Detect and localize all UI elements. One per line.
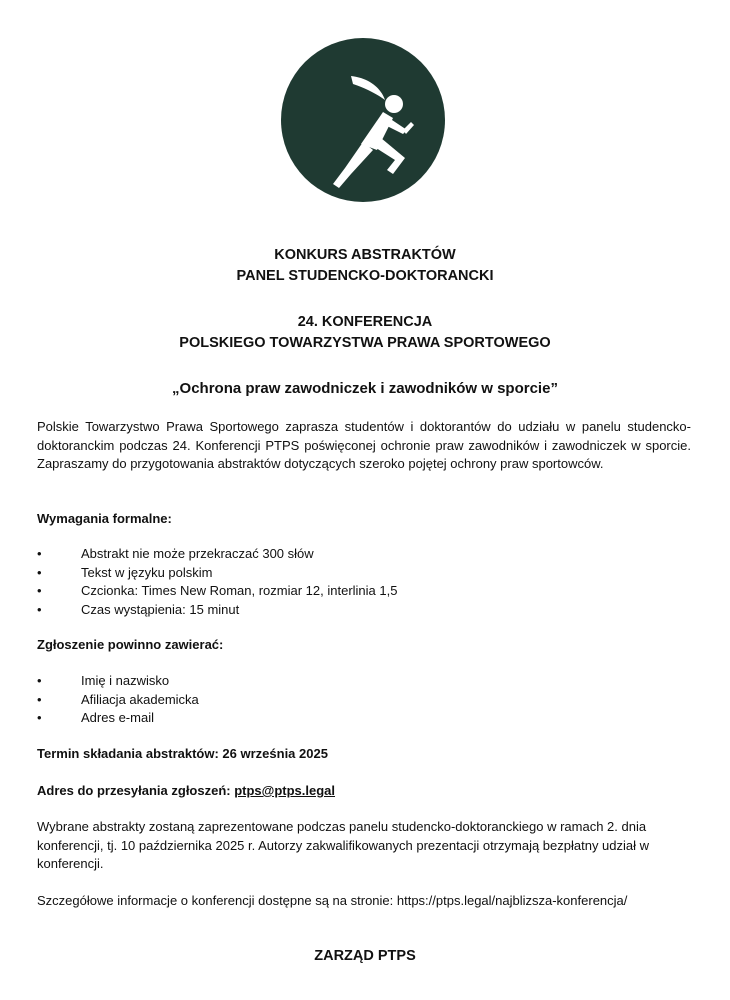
ptps-logo — [281, 38, 445, 202]
abstracts-paragraph: Wybrane abstrakty zostaną zaprezentowane podczas panelu studencko-doktoranckiego w ramach 2. dnia konferencji, tj. 10 października 2025 r. Autorzy zakwalifikowanych prezentacji otrzymają bezpłatny udział w konferencji. — [37, 819, 650, 871]
bullet-icon: • — [37, 601, 42, 617]
submission-title: Zgłoszenie powinno zawierać: — [37, 637, 224, 652]
runner-icon — [281, 38, 445, 202]
bullet-icon: • — [37, 691, 42, 707]
list-item: • Afiliacja akademicka — [37, 691, 199, 710]
heading-line-2: PANEL STUDENCKO-DOKTORANCKI — [236, 268, 494, 284]
list-item: • Czcionka: Times New Roman, rozmiar 12, interlinia 1,5 — [37, 582, 397, 601]
heading-line-1: KONKURS ABSTRAKTÓW — [274, 247, 456, 263]
requirements-list — [37, 545, 397, 619]
bullet-icon: • — [37, 673, 42, 688]
list-item: • Adres e-mail — [37, 709, 199, 728]
info-paragraph: Szczegółowe informacje o konferencji dostępne są na stronie: https://ptps.legal/najblizsza-konferencja/ — [37, 893, 628, 908]
bullet-icon: • — [37, 564, 42, 580]
submission-list — [37, 672, 199, 728]
list-item: • Abstrakt nie może przekraczać 300 słów — [37, 545, 397, 564]
submission-address — [37, 782, 335, 800]
list-item: • Czas wystąpienia: 15 minut — [37, 601, 397, 620]
intro-paragraph: Polskie Towarzystwo Prawa Sportowego zaprasza studentów i doktorantów do udziału w panelu studencko-doktoranckim podczas 24. Konferencji PTPS poświęconej ochronie praw zawodników i zawodniczek w sporcie. Zapraszamy do przygotowania abstraktów dotyczących szeroko pojętej ochrony praw sportowców. — [37, 419, 691, 471]
heading-line-4: POLSKIEGO TOWARZYSTWA PRAWA SPORTOWEGO — [179, 335, 551, 351]
conference-heading — [0, 312, 730, 354]
bullet-icon: • — [37, 583, 42, 598]
conference-title: „Ochrona praw zawodniczek i zawodników w sporcie” — [172, 380, 558, 397]
runner-head — [385, 95, 403, 113]
address-label: Adres do przesyłania zgłoszeń: — [37, 783, 235, 798]
requirements-title: Wymagania formalne: — [37, 511, 172, 526]
bullet-icon: • — [37, 710, 42, 725]
email-link[interactable]: ptps@ptps.legal — [234, 783, 336, 798]
contest-heading — [0, 245, 730, 287]
deadline-text: Termin składania abstraktów: 26 września 2025 — [37, 746, 328, 761]
list-item: • Imię i nazwisko — [37, 672, 199, 691]
logo-circle — [281, 38, 445, 202]
bullet-icon: • — [37, 546, 42, 561]
list-item: • Tekst w języku polskim — [37, 564, 397, 583]
board-signature: ZARZĄD PTPS — [314, 948, 416, 964]
heading-line-3: 24. KONFERENCJA — [297, 314, 433, 330]
